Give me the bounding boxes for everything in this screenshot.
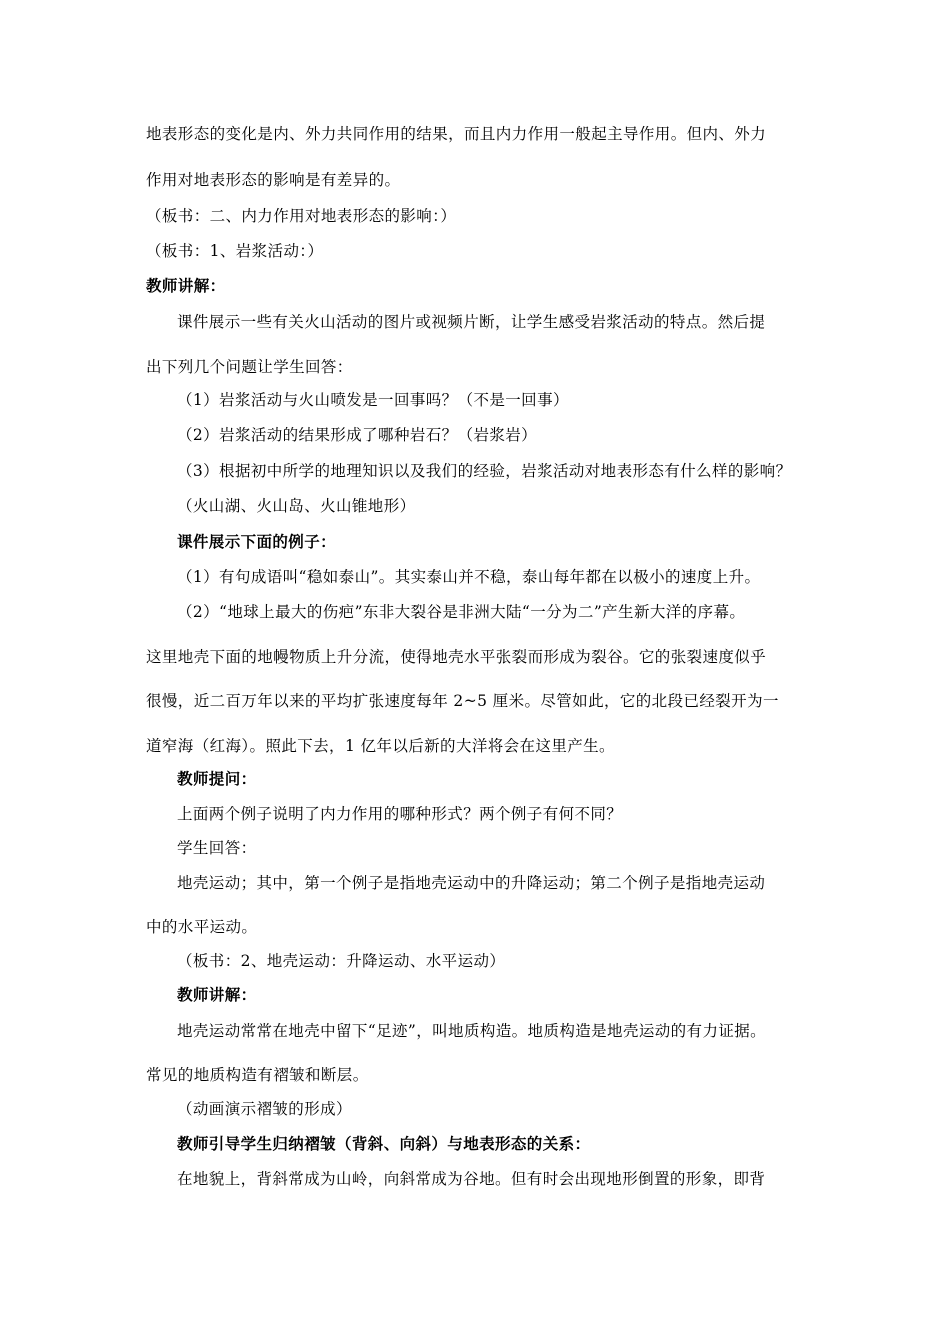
paragraph-line: 地表形态的变化是内、外力共同作用的结果，而且内力作用一般起主导作用。但内、外力 xyxy=(146,125,767,143)
board-note: （板书：二、内力作用对地表形态的影响：） xyxy=(146,207,457,225)
section-heading: 课件展示下面的例子： xyxy=(177,533,337,551)
paragraph-line: 这里地壳下面的地幔物质上升分流，使得地壳水平张裂而形成为裂谷。它的张裂速度似乎 xyxy=(146,648,767,666)
paragraph-line: 地壳运动；其中，第一个例子是指地壳运动中的升降运动；第二个例子是指地壳运动 xyxy=(177,874,766,892)
question-item: （3）根据初中所学的地理知识以及我们的经验，岩浆活动对地表形态有什么样的影响？ xyxy=(177,462,792,480)
section-heading: 教师提问： xyxy=(177,770,257,788)
example-item: （2）“地球上最大的伤疤”东非大裂谷是非洲大陆“一分为二”产生新大洋的序幕。 xyxy=(177,603,746,621)
section-heading: 教师引导学生归纳褶皱（背斜、向斜）与地表形态的关系： xyxy=(177,1135,591,1153)
paragraph-line: 出下列几个问题让学生回答： xyxy=(146,358,353,376)
paragraph-line: （动画演示褶皱的形成） xyxy=(177,1100,352,1118)
board-note: （板书：1、岩浆活动：） xyxy=(146,242,324,260)
paragraph-line: 作用对地表形态的影响是有差异的。 xyxy=(146,171,401,189)
answer-line: （火山湖、火山岛、火山锥地形） xyxy=(177,497,416,515)
paragraph-line: 地壳运动常常在地壳中留下“足迹”，叫地质构造。地质构造是地壳运动的有力证据。 xyxy=(177,1022,767,1040)
question-item: （2）岩浆活动的结果形成了哪种岩石？（岩浆岩） xyxy=(177,426,538,444)
paragraph-line: 很慢，近二百万年以来的平均扩张速度每年 2~5 厘米。尽管如此，它的北段已经裂开为一 xyxy=(146,692,779,710)
paragraph-line: 学生回答： xyxy=(177,839,257,857)
section-heading: 教师讲解： xyxy=(177,986,257,1004)
paragraph-line: 上面两个例子说明了内力作用的哪种形式？两个例子有何不同？ xyxy=(177,805,623,823)
section-heading: 教师讲解： xyxy=(146,277,226,295)
paragraph-line: 中的水平运动。 xyxy=(146,918,258,936)
paragraph-line: 课件展示一些有关火山活动的图片或视频片断，让学生感受岩浆活动的特点。然后提 xyxy=(177,313,766,331)
paragraph-line: 常见的地质构造有褶皱和断层。 xyxy=(146,1066,369,1084)
paragraph-line: 在地貌上，背斜常成为山岭，向斜常成为谷地。但有时会出现地形倒置的形象，即背 xyxy=(177,1170,766,1188)
board-note: （板书：2、地壳运动：升降运动、水平运动） xyxy=(177,952,506,970)
paragraph-line: 道窄海（红海）。照此下去，1 亿年以后新的大洋将会在这里产生。 xyxy=(146,737,615,755)
example-item: （1）有句成语叫“稳如泰山”。其实泰山并不稳，泰山每年都在以极小的速度上升。 xyxy=(177,568,761,586)
question-item: （1）岩浆活动与火山喷发是一回事吗？（不是一回事） xyxy=(177,391,569,409)
